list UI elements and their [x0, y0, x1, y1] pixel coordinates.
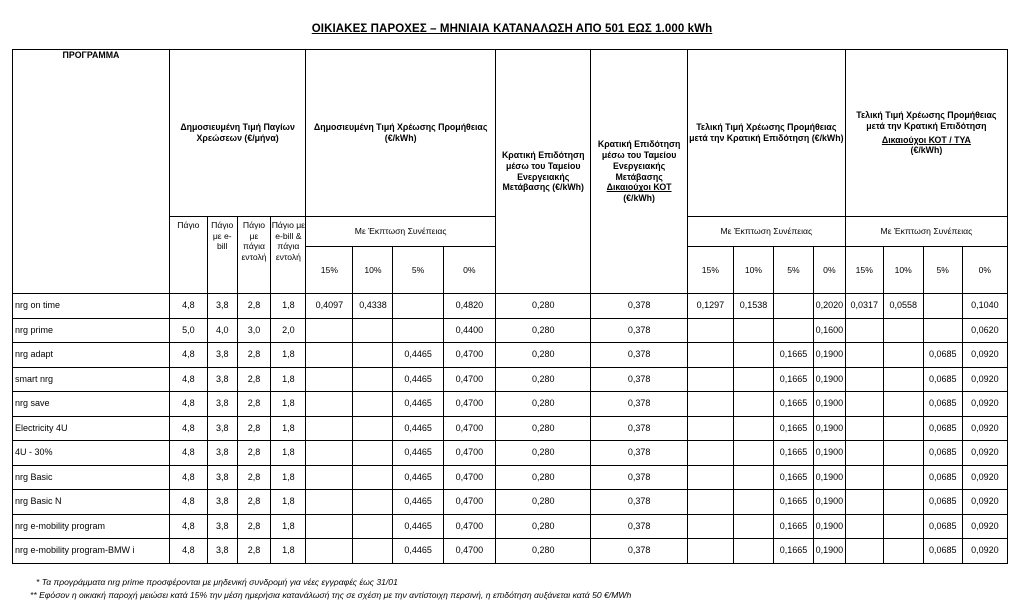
- table-row: [13, 318, 1008, 343]
- final-price-cell: 0,1900: [813, 392, 845, 417]
- final-price-kot-cell: 0,0920: [962, 465, 1007, 490]
- fixed-charge-cell: 3,8: [207, 490, 237, 515]
- supply-price-cell: [393, 294, 443, 319]
- fixed-charge-cell: 4,8: [169, 343, 207, 368]
- final-kot-unit: (€/kWh): [910, 145, 943, 156]
- final-price-kot-cell: 0,0685: [923, 465, 962, 490]
- final-price-kot-cell: [883, 318, 923, 343]
- fixed-charge-cell: 4,8: [169, 392, 207, 417]
- program-name: smart nrg: [13, 367, 170, 392]
- footnote-1: * Τα προγράμματα nrg prime προσφέρονται με μηδενική συνδρομή για νέες εγγραφές έως 31/01: [36, 577, 398, 587]
- final-price-kot-cell: [923, 318, 962, 343]
- supply-price-cell: 0,4700: [443, 514, 495, 539]
- subsidy-kot-cell: 0,378: [591, 465, 687, 490]
- supply-price-cell: [306, 343, 353, 368]
- final-price-cell: [687, 490, 733, 515]
- header-fixed-ebill-standing-order: Πάγιο με e-bill & πάγια εντολή: [271, 217, 306, 294]
- final-price-cell: 0,1665: [773, 343, 813, 368]
- pct-0: 0%: [813, 247, 845, 294]
- final-price-kot-cell: 0,0920: [962, 392, 1007, 417]
- final-price-cell: 0,1665: [773, 539, 813, 564]
- fixed-charge-cell: 1,8: [271, 367, 306, 392]
- table-row: [13, 392, 1008, 417]
- final-price-cell: [733, 343, 773, 368]
- final-price-kot-cell: [883, 441, 923, 466]
- pct-10: 10%: [353, 247, 393, 294]
- subsidy-kot-cell: 0,378: [591, 514, 687, 539]
- final-price-kot-cell: [883, 416, 923, 441]
- supply-price-cell: 0,4338: [353, 294, 393, 319]
- fixed-charge-cell: 4,0: [207, 318, 237, 343]
- program-name: nrg Basic N: [13, 490, 170, 515]
- table-row: [13, 416, 1008, 441]
- supply-price-cell: [306, 441, 353, 466]
- table-row: [13, 465, 1008, 490]
- final-price-kot-cell: [845, 367, 883, 392]
- final-price-cell: 0,1665: [773, 514, 813, 539]
- final-price-cell: 0,1900: [813, 416, 845, 441]
- pct-0: 0%: [962, 247, 1007, 294]
- subsidy-cell: 0,280: [496, 318, 591, 343]
- final-price-cell: [687, 465, 733, 490]
- supply-price-cell: [353, 539, 393, 564]
- final-price-cell: [687, 441, 733, 466]
- final-price-cell: [687, 343, 733, 368]
- supply-price-cell: 0,4465: [393, 343, 443, 368]
- pct-10: 10%: [883, 247, 923, 294]
- final-price-kot-cell: [845, 318, 883, 343]
- final-price-kot-cell: 0,0920: [962, 343, 1007, 368]
- fixed-charge-cell: 2,8: [237, 441, 271, 466]
- fixed-charge-cell: 3,8: [207, 441, 237, 466]
- final-price-cell: [687, 514, 733, 539]
- supply-price-cell: 0,4700: [443, 441, 495, 466]
- supply-price-cell: 0,4465: [393, 490, 443, 515]
- program-name: nrg e-mobility program-BMW i: [13, 539, 170, 564]
- supply-price-cell: [353, 514, 393, 539]
- final-price-cell: 0,1600: [813, 318, 845, 343]
- final-price-kot-cell: 0,0920: [962, 490, 1007, 515]
- table-row: [13, 367, 1008, 392]
- final-price-cell: [733, 392, 773, 417]
- final-price-cell: 0,2020: [813, 294, 845, 319]
- subsidy-cell: 0,280: [496, 294, 591, 319]
- final-price-kot-cell: [883, 367, 923, 392]
- supply-price-cell: 0,4465: [393, 416, 443, 441]
- fixed-charge-cell: 1,8: [271, 294, 306, 319]
- final-price-cell: 0,1297: [687, 294, 733, 319]
- final-price-kot-cell: [845, 343, 883, 368]
- final-price-kot-cell: [845, 392, 883, 417]
- supply-price-cell: 0,4700: [443, 539, 495, 564]
- final-price-cell: 0,1900: [813, 514, 845, 539]
- final-price-cell: 0,1665: [773, 416, 813, 441]
- supply-price-cell: [353, 490, 393, 515]
- final-price-cell: 0,1900: [813, 441, 845, 466]
- final-kot-main: Τελική Τιμή Χρέωσης Προμήθειας μετά την Κρατική Επιδότηση: [856, 109, 997, 131]
- header-fixed-base: Πάγιο: [169, 217, 207, 294]
- supply-price-cell: [306, 392, 353, 417]
- supply-price-cell: [353, 465, 393, 490]
- supply-price-cell: 0,4465: [393, 367, 443, 392]
- final-price-cell: 0,1665: [773, 441, 813, 466]
- final-price-cell: 0,1900: [813, 539, 845, 564]
- final-price-kot-cell: [883, 343, 923, 368]
- fixed-charge-cell: 1,8: [271, 490, 306, 515]
- final-price-cell: [773, 318, 813, 343]
- fixed-charge-cell: 2,8: [237, 514, 271, 539]
- final-price-kot-cell: [883, 539, 923, 564]
- supply-price-cell: [306, 465, 353, 490]
- final-price-kot-cell: 0,0685: [923, 392, 962, 417]
- header-final-price-kot: [845, 50, 1007, 217]
- header-supply-charge: Δημοσιευμένη Τιμή Χρέωσης Προμήθειας (€/kWh): [306, 50, 496, 217]
- fixed-charge-cell: 3,0: [237, 318, 271, 343]
- fixed-charge-cell: 5,0: [169, 318, 207, 343]
- table-body: [13, 294, 1008, 564]
- final-price-cell: 0,1900: [813, 465, 845, 490]
- final-price-kot-cell: [845, 441, 883, 466]
- supply-price-cell: 0,4700: [443, 343, 495, 368]
- header-fixed-standing-order: Πάγιο με πάγια εντολή: [237, 217, 271, 294]
- fixed-charge-cell: 2,8: [237, 539, 271, 564]
- document-title: ΟΙΚΙΑΚΕΣ ΠΑΡΟΧΕΣ – ΜΗΝΙΑΙΑ ΚΑΤΑΝΑΛΩΣΗ ΑΠΟ 501 ΕΩΣ 1.000 kWh: [311, 23, 713, 35]
- supply-price-cell: [353, 416, 393, 441]
- program-name: Electricity 4U: [13, 416, 170, 441]
- final-price-cell: [687, 318, 733, 343]
- supply-price-cell: [306, 490, 353, 515]
- pct-10: 10%: [733, 247, 773, 294]
- final-price-kot-cell: [845, 514, 883, 539]
- pct-5: 5%: [773, 247, 813, 294]
- table-row: [13, 514, 1008, 539]
- fixed-charge-cell: 3,8: [207, 514, 237, 539]
- header-state-subsidy-kot: [591, 50, 687, 294]
- supply-price-cell: 0,4820: [443, 294, 495, 319]
- final-price-cell: [733, 318, 773, 343]
- fixed-charge-cell: 1,8: [271, 539, 306, 564]
- pct-15: 15%: [687, 247, 733, 294]
- pct-0: 0%: [443, 247, 495, 294]
- supply-price-cell: 0,4465: [393, 441, 443, 466]
- final-price-cell: 0,1665: [773, 465, 813, 490]
- subsidy-cell: 0,280: [496, 490, 591, 515]
- subsidy-kot-cell: 0,378: [591, 294, 687, 319]
- subsidy-cell: 0,280: [496, 514, 591, 539]
- subsidy-cell: 0,280: [496, 465, 591, 490]
- subsidy-kot-cell: 0,378: [591, 490, 687, 515]
- subsidy-kot-cell: 0,378: [591, 539, 687, 564]
- subsidy-kot-cell: 0,378: [591, 343, 687, 368]
- fixed-charge-cell: 4,8: [169, 294, 207, 319]
- fixed-charge-cell: 4,8: [169, 416, 207, 441]
- final-price-kot-cell: 0,0920: [962, 539, 1007, 564]
- footnote-2: ** Εφόσον η οικιακή παροχή μειώσει κατά 15% την μέση ημερήσια κατανάλωσή της σε σχέση με την αντίστοιχη περσινή, η επιδότηση αυξάνεται κατά 50 €/MWh: [30, 590, 632, 600]
- final-price-kot-cell: 0,0685: [923, 367, 962, 392]
- final-price-kot-cell: 0,0558: [883, 294, 923, 319]
- footnotes: [30, 576, 632, 602]
- subsidy-cell: 0,280: [496, 539, 591, 564]
- program-name: nrg e-mobility program: [13, 514, 170, 539]
- fixed-charge-cell: 3,8: [207, 367, 237, 392]
- fixed-charge-cell: 4,8: [169, 539, 207, 564]
- header-final-price: Τελική Τιμή Χρέωσης Προμήθειας μετά την Κρατική Επιδότηση (€/kWh): [687, 50, 845, 217]
- fixed-charge-cell: 2,8: [237, 465, 271, 490]
- final-price-kot-cell: [845, 539, 883, 564]
- final-price-kot-cell: 0,0920: [962, 514, 1007, 539]
- program-name: nrg prime: [13, 318, 170, 343]
- final-price-kot-cell: [883, 465, 923, 490]
- supply-price-cell: [306, 539, 353, 564]
- fixed-charge-cell: 2,8: [237, 367, 271, 392]
- supply-price-cell: [306, 367, 353, 392]
- final-price-kot-cell: 0,0685: [923, 343, 962, 368]
- supply-price-cell: [306, 318, 353, 343]
- fixed-charge-cell: 4,8: [169, 367, 207, 392]
- program-name: nrg save: [13, 392, 170, 417]
- fixed-charge-cell: 4,8: [169, 465, 207, 490]
- fixed-charge-cell: 3,8: [207, 465, 237, 490]
- fixed-charge-cell: 1,8: [271, 392, 306, 417]
- final-price-cell: [733, 539, 773, 564]
- table-row: [13, 539, 1008, 564]
- supply-price-cell: [306, 514, 353, 539]
- subsidy-kot-cell: 0,378: [591, 367, 687, 392]
- final-price-cell: [733, 514, 773, 539]
- pct-15: 15%: [845, 247, 883, 294]
- final-price-kot-cell: [923, 294, 962, 319]
- final-price-kot-cell: 0,0685: [923, 441, 962, 466]
- final-price-cell: 0,1900: [813, 490, 845, 515]
- supply-price-cell: 0,4465: [393, 465, 443, 490]
- final-price-kot-cell: 0,0920: [962, 416, 1007, 441]
- header-fixed-ebill: Πάγιο με e-bill: [207, 217, 237, 294]
- header-final-kot-consistency-discount: Με Έκπτωση Συνέπειας: [845, 217, 1007, 247]
- final-price-cell: 0,1665: [773, 490, 813, 515]
- final-price-cell: [733, 441, 773, 466]
- final-price-kot-cell: 0,0685: [923, 416, 962, 441]
- subsidy-cell: 0,280: [496, 392, 591, 417]
- fixed-charge-cell: 2,0: [271, 318, 306, 343]
- program-name: nrg on time: [13, 294, 170, 319]
- fixed-charge-cell: 3,8: [207, 294, 237, 319]
- supply-price-cell: 0,4465: [393, 539, 443, 564]
- supply-price-cell: 0,4700: [443, 416, 495, 441]
- final-price-kot-cell: [845, 416, 883, 441]
- supply-price-cell: 0,4400: [443, 318, 495, 343]
- final-price-kot-cell: 0,0920: [962, 441, 1007, 466]
- final-price-kot-cell: 0,0920: [962, 367, 1007, 392]
- supply-price-cell: [353, 343, 393, 368]
- final-price-cell: [733, 465, 773, 490]
- program-name: 4U - 30%: [13, 441, 170, 466]
- final-price-kot-cell: 0,0685: [923, 539, 962, 564]
- supply-price-cell: [353, 318, 393, 343]
- supply-price-cell: [306, 416, 353, 441]
- pct-5: 5%: [923, 247, 962, 294]
- subsidy-cell: 0,280: [496, 367, 591, 392]
- final-price-cell: [687, 539, 733, 564]
- tariff-table: [12, 49, 1008, 564]
- fixed-charge-cell: 2,8: [237, 416, 271, 441]
- final-price-cell: [733, 490, 773, 515]
- final-price-cell: [733, 416, 773, 441]
- fixed-charge-cell: 4,8: [169, 514, 207, 539]
- final-price-kot-cell: [883, 392, 923, 417]
- final-price-kot-cell: [883, 514, 923, 539]
- final-price-cell: [773, 294, 813, 319]
- supply-price-cell: [353, 441, 393, 466]
- fixed-charge-cell: 1,8: [271, 465, 306, 490]
- fixed-charge-cell: 1,8: [271, 514, 306, 539]
- header-final-consistency-discount: Με Έκπτωση Συνέπειας: [687, 217, 845, 247]
- supply-price-cell: [353, 367, 393, 392]
- subsidy-cell: 0,280: [496, 441, 591, 466]
- final-price-cell: [733, 367, 773, 392]
- final-price-kot-cell: [883, 490, 923, 515]
- subsidy-kot-cell: 0,378: [591, 416, 687, 441]
- final-price-cell: [687, 392, 733, 417]
- final-price-cell: 0,1665: [773, 392, 813, 417]
- subsidy-kot-main: Κρατική Επιδότηση μέσω του Ταμείου Ενεργειακής Μετάβασης: [597, 138, 681, 182]
- final-price-cell: 0,1538: [733, 294, 773, 319]
- final-price-kot-cell: 0,0685: [923, 490, 962, 515]
- table-row: [13, 490, 1008, 515]
- fixed-charge-cell: 4,8: [169, 441, 207, 466]
- final-price-cell: [687, 416, 733, 441]
- subsidy-cell: 0,280: [496, 343, 591, 368]
- supply-price-cell: 0,4700: [443, 490, 495, 515]
- fixed-charge-cell: 1,8: [271, 343, 306, 368]
- final-price-kot-cell: 0,0620: [962, 318, 1007, 343]
- fixed-charge-cell: 3,8: [207, 392, 237, 417]
- pct-15: 15%: [306, 247, 353, 294]
- header-fixed-charges: Δημοσιευμένη Τιμή Παγίων Χρεώσεων (€/μήνα): [169, 50, 305, 217]
- final-price-kot-cell: [845, 490, 883, 515]
- final-price-cell: 0,1900: [813, 367, 845, 392]
- final-price-cell: 0,1900: [813, 343, 845, 368]
- fixed-charge-cell: 2,8: [237, 343, 271, 368]
- fixed-charge-cell: 2,8: [237, 392, 271, 417]
- final-kot-beneficiaries: Δικαιούχοι ΚΟΤ / ΤΥΑ: [881, 134, 971, 145]
- final-price-cell: 0,1665: [773, 367, 813, 392]
- supply-price-cell: 0,4700: [443, 367, 495, 392]
- fixed-charge-cell: 3,8: [207, 539, 237, 564]
- pct-5: 5%: [393, 247, 443, 294]
- program-name: nrg Basic: [13, 465, 170, 490]
- fixed-charge-cell: 3,8: [207, 416, 237, 441]
- subsidy-kot-beneficiaries: Δικαιούχοι ΚΟΤ: [606, 182, 672, 193]
- header-program: ΠΡΟΓΡΑΜΜΑ: [13, 50, 170, 294]
- supply-price-cell: 0,4465: [393, 392, 443, 417]
- fixed-charge-cell: 3,8: [207, 343, 237, 368]
- final-price-kot-cell: 0,0685: [923, 514, 962, 539]
- table-row: [13, 441, 1008, 466]
- header-state-subsidy: Κρατική Επιδότηση μέσω του Ταμείου Ενεργειακής Μετάβασης (€/kWh): [496, 50, 591, 294]
- supply-price-cell: 0,4700: [443, 392, 495, 417]
- final-price-kot-cell: 0,1040: [962, 294, 1007, 319]
- subsidy-kot-cell: 0,378: [591, 318, 687, 343]
- supply-price-cell: [353, 392, 393, 417]
- subsidy-cell: 0,280: [496, 416, 591, 441]
- fixed-charge-cell: 1,8: [271, 441, 306, 466]
- supply-price-cell: 0,4465: [393, 514, 443, 539]
- subsidy-kot-cell: 0,378: [591, 441, 687, 466]
- table-row: [13, 294, 1008, 319]
- final-price-kot-cell: [845, 465, 883, 490]
- final-price-cell: [687, 367, 733, 392]
- table-row: [13, 343, 1008, 368]
- fixed-charge-cell: 2,8: [237, 294, 271, 319]
- supply-price-cell: 0,4700: [443, 465, 495, 490]
- subsidy-kot-unit: (€/kWh): [623, 193, 655, 204]
- fixed-charge-cell: 1,8: [271, 416, 306, 441]
- header-supply-consistency-discount: Με Έκπτωση Συνέπειας: [306, 217, 496, 247]
- subsidy-kot-cell: 0,378: [591, 392, 687, 417]
- final-price-kot-cell: 0,0317: [845, 294, 883, 319]
- supply-price-cell: [393, 318, 443, 343]
- fixed-charge-cell: 2,8: [237, 490, 271, 515]
- program-name: nrg adapt: [13, 343, 170, 368]
- supply-price-cell: 0,4097: [306, 294, 353, 319]
- fixed-charge-cell: 4,8: [169, 490, 207, 515]
